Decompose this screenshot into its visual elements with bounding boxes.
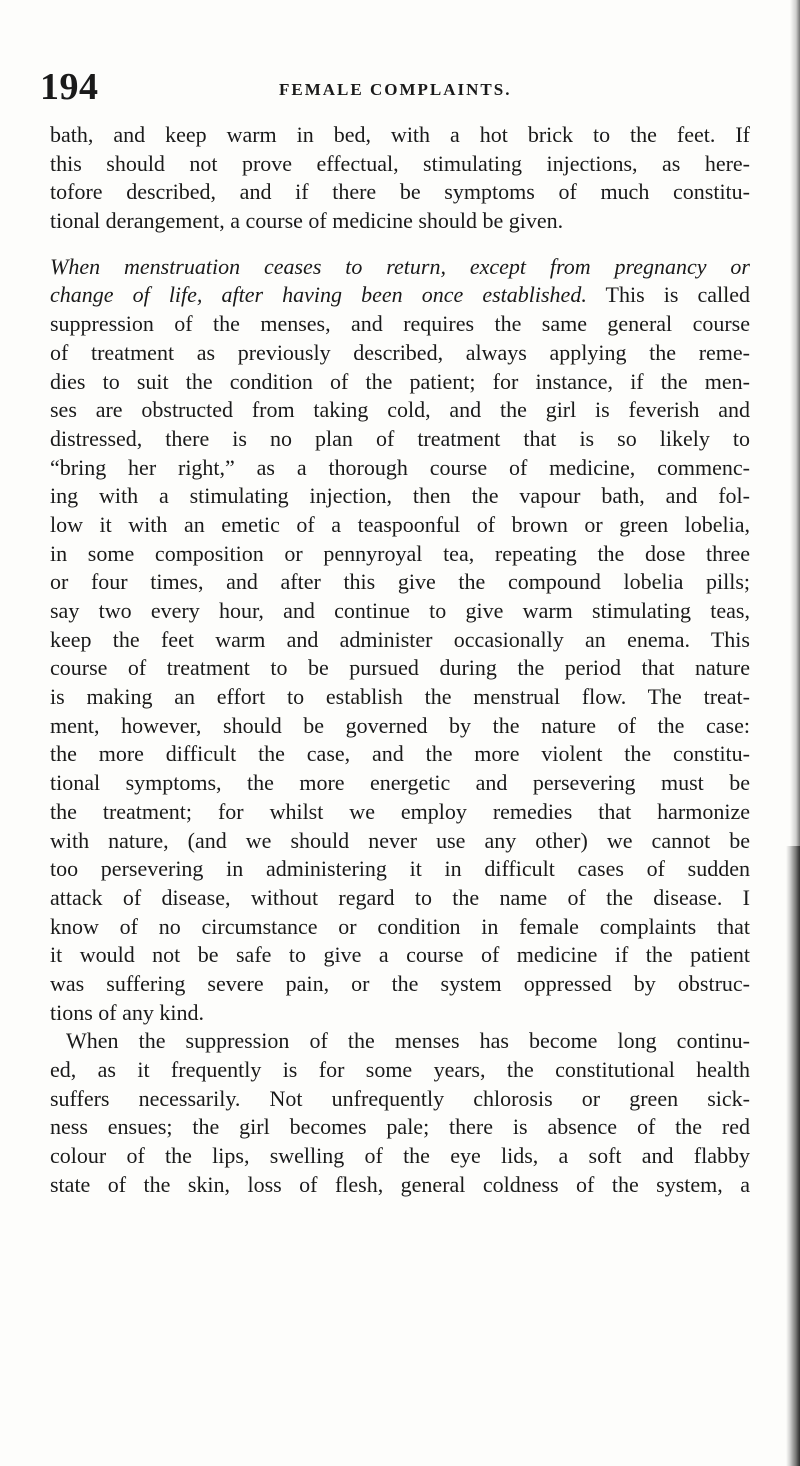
text-line: was suffering severe pain, or the system oppressed by obstruc- <box>50 970 750 996</box>
text-line: When the suppression of the menses has become long continu- <box>66 1028 750 1054</box>
text-line: say two every hour, and continue to give warm stimulating teas, <box>50 598 750 623</box>
page-edge-shadow-lower <box>786 846 800 1466</box>
italic-heading-part-2: change of life, after having been once established. <box>50 282 587 308</box>
text-line: the treatment; for whilst we employ remedies that harmonize <box>50 798 750 824</box>
text-line: tional symptoms, the more energetic and persevering must be <box>50 770 750 796</box>
body-text <box>50 121 750 1199</box>
text-line: ing with a stimulating injection, then the vapour bath, and fol- <box>50 483 750 509</box>
page-header <box>40 64 760 110</box>
text-line: too persevering in administering it in difficult cases of sudden <box>50 856 750 882</box>
text-line: dies to suit the condition of the patient; for instance, if the men- <box>50 368 750 394</box>
text-line: bath, and keep warm in bed, with a hot brick to the feet. If <box>50 122 750 147</box>
text-line: course of treatment to be pursued during the period that nature <box>50 655 750 681</box>
text-line: low it with an emetic of a teaspoonful of brown or green lobelia, <box>50 511 750 537</box>
text-line: is making an effort to establish the menstrual flow. The treat- <box>50 684 750 710</box>
text-line: of treatment as previously described, always applying the reme- <box>50 339 750 365</box>
italic-heading-part-1: When menstruation ceases to return, except from pregnancy or <box>50 253 750 279</box>
text-line: distressed, there is no plan of treatment that is so likely to <box>50 425 750 451</box>
text-line <box>50 253 750 282</box>
text-line: state of the skin, loss of flesh, general coldness of the system, a <box>50 1171 750 1197</box>
text-line: attack of disease, without regard to the name of the disease. I <box>50 884 750 910</box>
text-line: ses are obstructed from taking cold, and the girl is feverish and <box>50 397 750 423</box>
paragraph-3 <box>50 1027 750 1199</box>
text-line: suppression of the menses, and requires the same general course <box>50 311 750 337</box>
text-line <box>50 281 750 310</box>
running-head: FEMALE COMPLAINTS. <box>279 80 512 99</box>
text-line: the more difficult the case, and the more violent the constitu- <box>50 741 750 767</box>
text-line: “bring her right,” as a thorough course of medicine, commenc- <box>50 454 750 480</box>
text-line: tions of any kind. <box>50 999 204 1025</box>
text-line: suffers necessarily. Not unfrequently chlorosis or green sick- <box>50 1085 750 1111</box>
text-line: know of no circumstance or condition in female complaints that <box>50 913 750 939</box>
text-line: this should not prove effectual, stimulating injections, as here- <box>50 150 750 176</box>
text-line: tional derangement, a course of medicine should be given. <box>50 208 564 234</box>
text-line: tofore described, and if there be symptoms of much constitu- <box>50 179 750 205</box>
text-line: with nature, (and we should never use any other) we cannot be <box>50 827 750 853</box>
paragraph-2 <box>50 253 750 1028</box>
text-line: colour of the lips, swelling of the eye lids, a soft and flabby <box>50 1143 750 1169</box>
text-line: it would not be safe to give a course of medicine if the patient <box>50 942 750 968</box>
text-line: keep the feet warm and administer occasionally an enema. This <box>50 626 750 652</box>
paragraph-1 <box>50 121 750 236</box>
text-line: ness ensues; the girl becomes pale; there is absence of the red <box>50 1114 750 1140</box>
text-line: ed, as it frequently is for some years, the constitutional health <box>50 1057 750 1082</box>
text-line: ment, however, should be governed by the nature of the case: <box>50 712 750 738</box>
text-line: in some composition or pennyroyal tea, repeating the dose three <box>50 540 750 566</box>
page-number: 194 <box>40 66 99 108</box>
text-line: or four times, and after this give the compound lobelia pills; <box>50 569 750 595</box>
lead-rest-text: This is called <box>586 282 750 308</box>
